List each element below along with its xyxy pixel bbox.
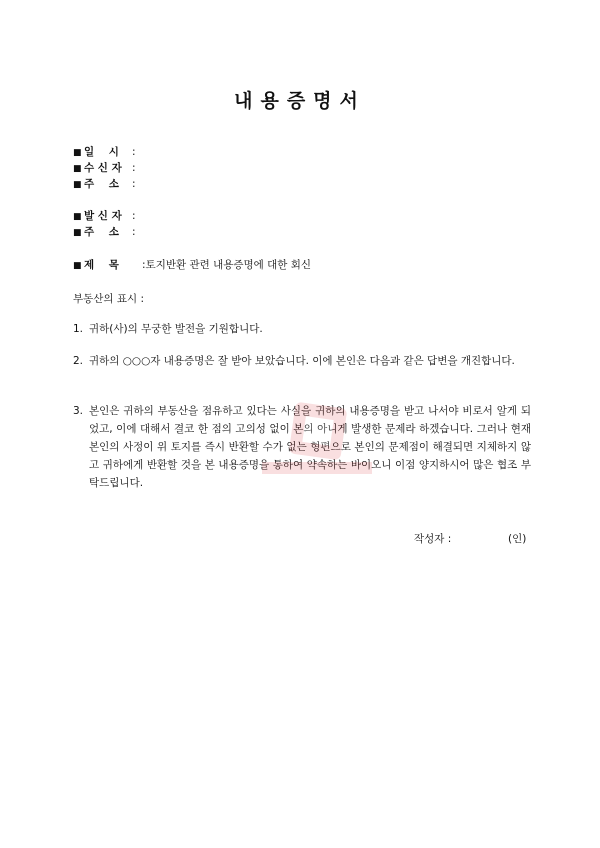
paragraph-text: 귀하의 ○○○자 내용증명은 잘 받아 보았습니다. 이에 본인은 다음과 같은 답변을 개진합니다. [89, 355, 515, 367]
paragraph-text: 귀하(사)의 무궁한 발전을 기원합니다. [89, 323, 263, 335]
paragraph-2 [73, 352, 531, 370]
field-sender [73, 209, 136, 224]
square-bullet-icon: ■ [73, 261, 82, 271]
property-label: 부동산의 표시 : [73, 293, 145, 305]
subject-value: 토지반환 관련 내용증명에 대한 회신 [145, 259, 312, 271]
field-recipient [73, 161, 136, 176]
field-label: 일 시 [84, 146, 119, 158]
field-recipient-address [73, 177, 136, 192]
field-colon: : [132, 178, 136, 190]
field-date [73, 145, 136, 160]
field-colon: : [132, 146, 136, 158]
paragraph-number: 1. [73, 323, 84, 335]
field-colon: : [132, 210, 136, 222]
square-bullet-icon: ■ [73, 228, 82, 238]
field-label: 수 신 자 [84, 162, 122, 174]
seal-label: (인) [508, 533, 527, 545]
square-bullet-icon: ■ [73, 180, 82, 190]
field-label: 발 신 자 [84, 210, 122, 222]
paragraph-number: 2. [73, 355, 84, 367]
field-sender-address [73, 225, 136, 240]
paragraph-3 [73, 402, 531, 492]
field-subject [73, 258, 311, 273]
paragraph-number: 3. [73, 405, 84, 417]
signer-label: 작성자 : [414, 533, 452, 545]
square-bullet-icon: ■ [73, 148, 82, 158]
field-label: 주 소 [84, 178, 119, 190]
subject-label: 제 목 [84, 259, 119, 271]
square-bullet-icon: ■ [73, 164, 82, 174]
paragraph-text: 본인은 귀하의 부동산을 점유하고 있다는 사실을 귀하의 내용증명을 받고 나서야 비로서 알게 되었고, 이에 대해서 결코 한 점의 고의성 없이 본의 아니게 발생한 문제라 하겠습니다. 그러나 현재 본인의 사정이 위 토지를 즉시 반환할 수가 없는 형편으로 본인의 문제점이 해결되면 지체하지 않고 귀하에게 반환할 것을 본 내용증명을 통하여 약속하는 바이오니 이점 양지하시어 많은 협조 부탁드립니다. [89, 405, 531, 489]
field-colon: : [132, 162, 136, 174]
document-title: 내용증명서 [234, 90, 366, 112]
square-bullet-icon: ■ [73, 212, 82, 222]
field-label: 주 소 [84, 226, 119, 238]
field-colon: : [142, 259, 146, 271]
paragraph-1 [73, 320, 531, 338]
field-colon: : [132, 226, 136, 238]
